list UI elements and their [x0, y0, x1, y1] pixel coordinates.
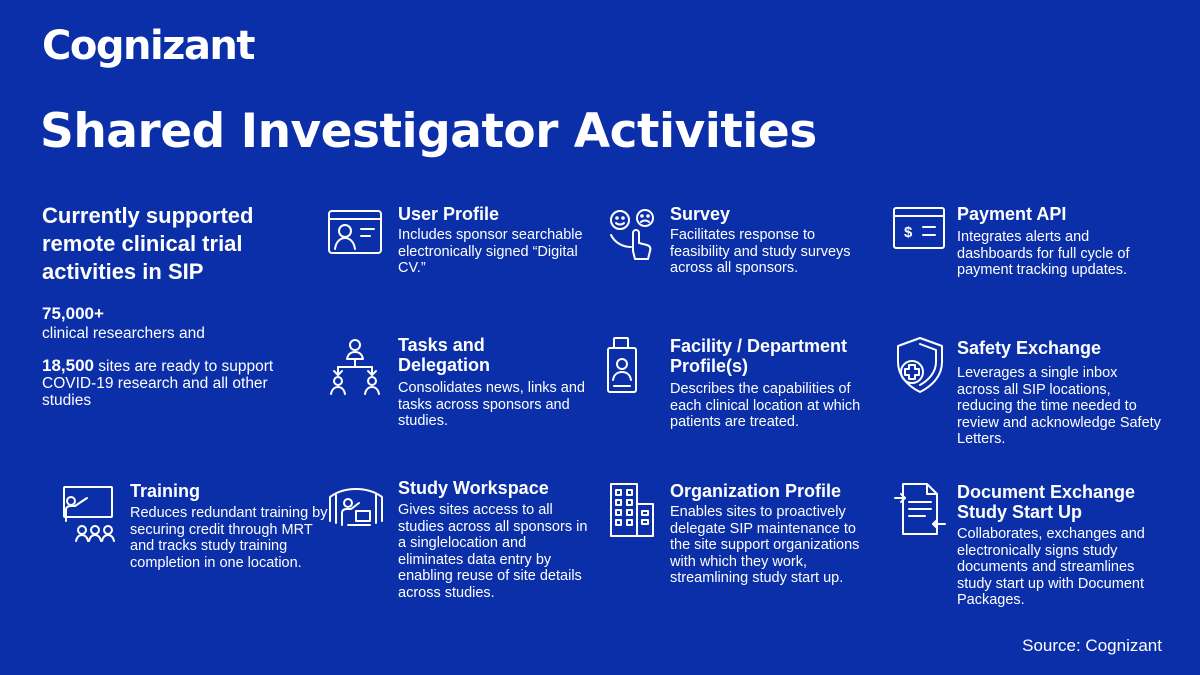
stat-researchers: [42, 305, 242, 342]
stat-researchers-text: clinical researchers and: [42, 325, 205, 342]
document-exchange-icon: [891, 480, 951, 540]
training-icon: [56, 483, 116, 543]
stat-sites-number: 18,500: [42, 356, 94, 375]
building-icon: [603, 480, 663, 540]
card-desc-study-workspace: Gives sites access to all studies across all sponsors in a singlelocation and eliminates data entry by enabling reuse of site details across studies.: [398, 502, 588, 601]
user-profile-icon: [326, 205, 386, 265]
stat-sites: [42, 357, 282, 409]
stat-sites-text: sites are ready to support COVID-19 research and all other studies: [42, 358, 274, 409]
cognizant-logo: Cognizant: [42, 23, 255, 69]
card-title-study-workspace: Study Workspace: [398, 478, 549, 498]
card-desc-organization-profile: Enables sites to proactively delegate SIP maintenance to the site support organizations with which they work, streamlining study start up.: [670, 504, 860, 586]
survey-icon: [603, 203, 663, 263]
card-desc-facility-profile: Describes the capabilities of each clinical location at which patients are treated.: [670, 381, 861, 430]
card-title-tasks-delegation: Tasks and Delegation: [398, 335, 491, 375]
card-desc-training: Reduces redundant training by securing credit through MRT and tracks study training completion in one location.: [130, 505, 328, 571]
id-badge-icon: [600, 336, 660, 396]
card-desc-payment-api: Integrates alerts and dashboards for full cycle of payment tracking updates.: [957, 229, 1130, 278]
card-desc-document-exchange: Collaborates, exchanges and electronically signs study documents and streamlines study start up with Document Packages.: [957, 526, 1145, 608]
card-desc-survey: Facilitates response to feasibility and study surveys across all sponsors.: [670, 227, 851, 276]
svg-text:$: $: [904, 224, 913, 241]
page-title: Shared Investigator Activities: [40, 104, 817, 159]
stat-researchers-number: 75,000+: [42, 304, 104, 323]
card-desc-user-profile: Includes sponsor searchable electronically signed “Digital CV.”: [398, 227, 583, 276]
card-desc-tasks-delegation: Consolidates news, links and tasks across sponsors and studies.: [398, 380, 585, 429]
card-title-training: Training: [130, 481, 201, 501]
delegation-icon: [326, 337, 386, 397]
card-title-document-exchange: Document Exchange Study Start Up: [957, 482, 1136, 522]
card-title-survey: Survey: [670, 204, 731, 224]
card-title-organization-profile: Organization Profile: [670, 481, 842, 501]
card-title-payment-api: Payment API: [957, 204, 1067, 224]
card-title-facility-profile: Facility / Department Profile(s): [670, 336, 848, 376]
payment-icon: [891, 203, 951, 263]
intro-heading: Currently supported remote clinical trial activities in SIP: [42, 203, 254, 284]
card-desc-safety-exchange: Leverages a single inbox across all SIP locations, reducing the time needed to review and acknowledge Safety Letters.: [957, 365, 1161, 447]
card-title-safety-exchange: Safety Exchange: [957, 338, 1102, 358]
shield-cross-icon: [890, 335, 950, 395]
workspace-icon: [326, 481, 386, 541]
source-note: Source: Cognizant: [1022, 636, 1162, 655]
card-title-user-profile: User Profile: [398, 204, 500, 224]
